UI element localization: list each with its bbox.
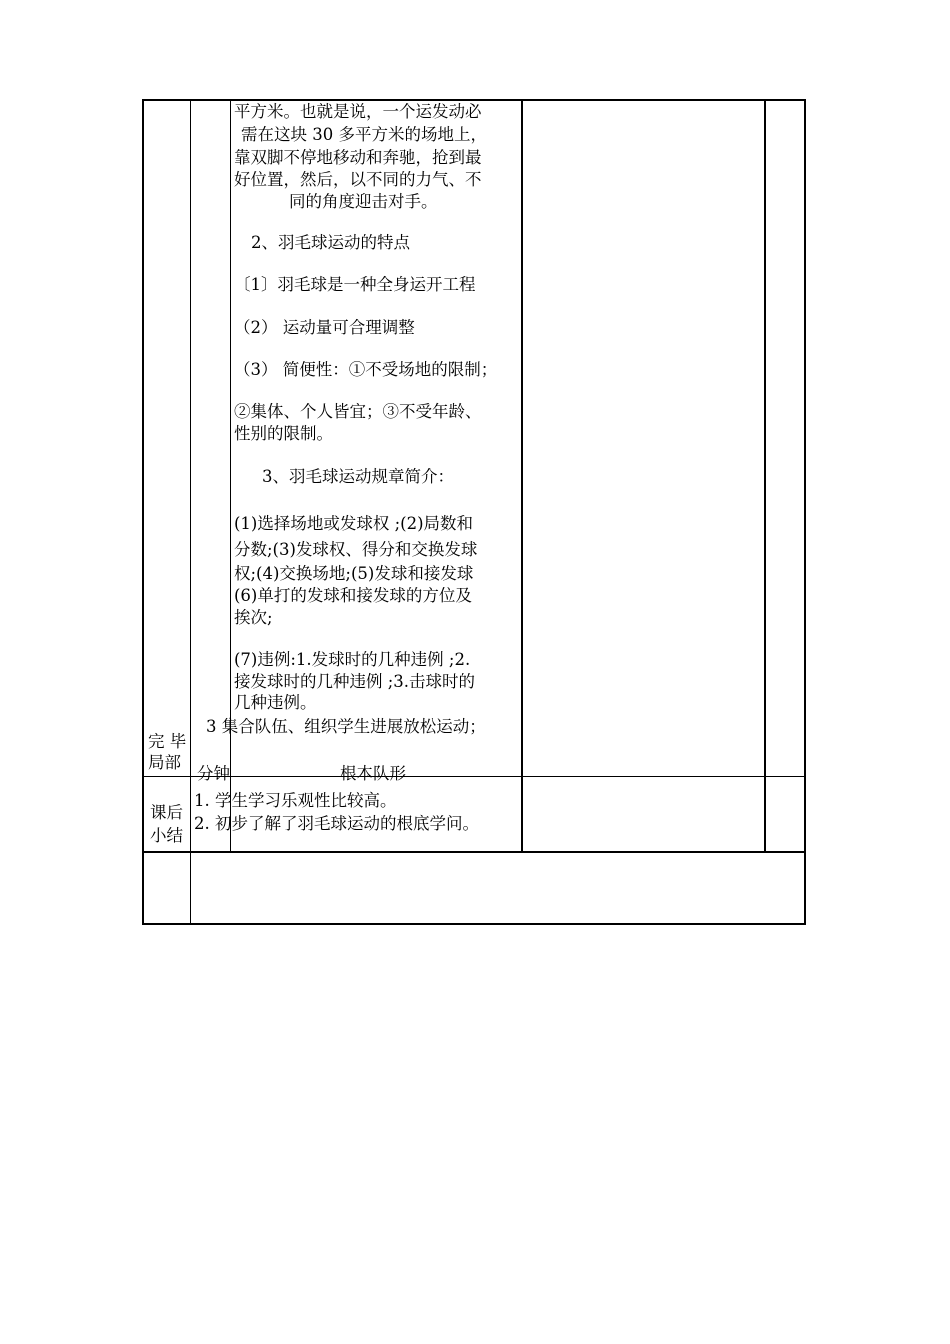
text-line: 分数;(3)发球权、得分和交换发球 <box>234 540 478 559</box>
list-item: ②集体、个人皆宜；③不受年龄、 <box>234 402 482 421</box>
list-item: 性别的限制。 <box>234 424 333 443</box>
table-border-left <box>142 99 144 925</box>
row-divider-1 <box>142 776 806 777</box>
end-part-label: 完 毕 <box>148 732 187 751</box>
text-line: (6)单打的发球和接发球的方位及 <box>234 586 472 605</box>
end-part-label: 局部 <box>148 753 181 772</box>
summary-label: 小结 <box>150 826 183 845</box>
list-item: （3） 简便性：①不受场地的限制； <box>234 360 498 379</box>
summary-label: 课后 <box>150 803 183 822</box>
summary-line: 1. 学生学习乐观性比较高。 <box>194 791 397 810</box>
text-line: 接发球时的几种违例 ;3.击球时的 <box>234 672 476 691</box>
col-divider-1 <box>190 99 191 925</box>
text-line: 挨次; <box>234 608 273 627</box>
text-line: 同的角度迎击对手。 <box>289 192 438 211</box>
text-line: 权;(4)交换场地;(5)发球和接发球 <box>234 564 474 583</box>
list-item: （2） 运动量可合理调整 <box>234 318 415 337</box>
text-line: 好位置，然后，以不同的力气、不 <box>234 170 482 189</box>
table-border-bottom <box>142 923 806 925</box>
text-line: (1)选择场地或发球权 ;(2)局数和 <box>234 514 474 533</box>
col-divider-3 <box>521 99 523 852</box>
section-heading: 3、羽毛球运动规章简介： <box>262 467 454 486</box>
col-divider-4 <box>764 99 766 852</box>
row-divider-2 <box>142 851 806 853</box>
summary-line: 2. 初步了解了羽毛球运动的根底学问。 <box>194 814 479 833</box>
text-line: 几种违例。 <box>234 693 317 712</box>
text-line: 3 集合队伍、组织学生进展放松运动； <box>206 717 486 736</box>
text-line: 需在这块 30 多平方米的场地上， <box>241 125 487 144</box>
text-line: 平方米。也就是说，一个运发动必 <box>234 102 482 121</box>
basic-formation-label: 根本队形 <box>340 764 406 783</box>
minutes-label: 分钟 <box>197 764 230 783</box>
col-divider-2 <box>230 99 231 852</box>
section-heading: 2、羽毛球运动的特点 <box>251 233 410 252</box>
list-item: 〔1〕羽毛球是一种全身运开工程 <box>234 275 476 294</box>
text-line: (7)违例:1.发球时的几种违例 ;2. <box>234 650 471 669</box>
table-border-right <box>804 99 806 925</box>
text-line: 靠双脚不停地移动和奔驰，抢到最 <box>234 148 482 167</box>
